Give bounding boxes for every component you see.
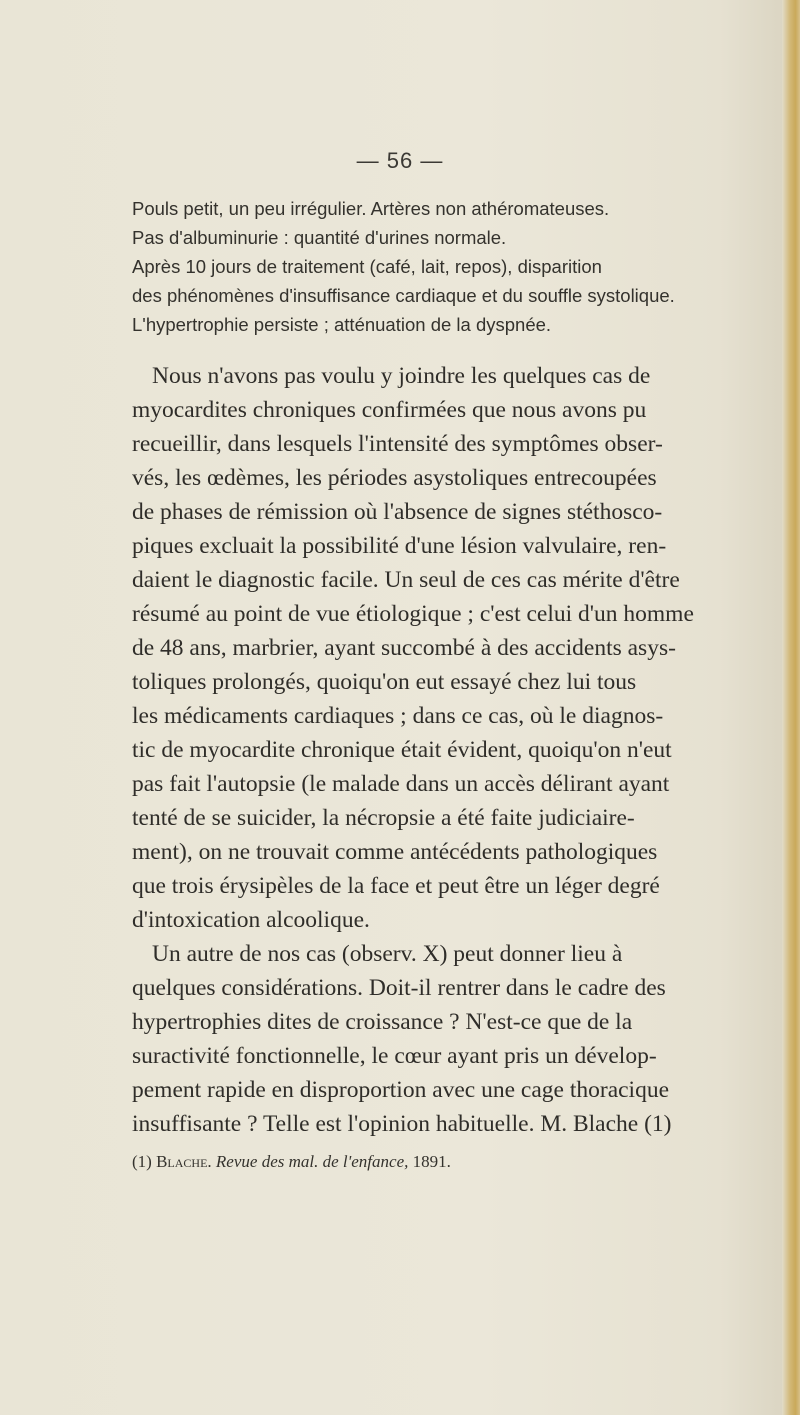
observation-line: Après 10 jours de traitement (café, lait, repos), disparition	[132, 256, 602, 277]
text-line: d'intoxication alcoolique.	[132, 907, 370, 933]
text-line: myocardites chroniques confirmées que nous avons pu	[132, 397, 647, 423]
page-edge	[782, 0, 800, 1415]
footnote-journal: Revue des mal. de l'enfance,	[215, 1152, 409, 1171]
page-number: — 56 —	[356, 148, 444, 173]
text-line: suractivité fonctionnelle, le cœur ayant pris un dévelop-	[132, 1043, 657, 1069]
text-line: les médicaments cardiaques ; dans ce cas, où le diagnos-	[132, 703, 664, 729]
text-line: quelques considérations. Doit-il rentrer dans le cadre des	[132, 975, 666, 1001]
text-line: tic de myocardite chronique était évident, quoiqu'on n'eut	[132, 737, 672, 763]
text-line: pas fait l'autopsie (le malade dans un accès délirant ayant	[132, 771, 670, 797]
text-line: daient le diagnostic facile. Un seul de ces cas mérite d'être	[132, 567, 680, 593]
text-line: hypertrophies dites de croissance ? N'est-ce que de la	[132, 1009, 633, 1035]
observation-line: des phénomènes d'insuffisance cardiaque et du souffle systolique.	[132, 285, 675, 306]
text-line: résumé au point de vue étiologique ; c'est celui d'un homme	[132, 601, 694, 627]
text-line: de 48 ans, marbrier, ayant succombé à des accidents asys-	[132, 635, 676, 661]
text-line: tenté de se suicider, la nécropsie a été faite judiciaire-	[132, 805, 635, 831]
observation-line: L'hypertrophie persiste ; atténuation de la dyspnée.	[132, 314, 552, 335]
text-line: toliques prolongés, quoiqu'on eut essayé chez lui tous	[132, 669, 637, 695]
text-line: insuffisante ? Telle est l'opinion habituelle. M. Blache (1)	[132, 1111, 672, 1137]
footnote-marker: (1)	[132, 1152, 152, 1171]
footnote	[132, 1152, 451, 1172]
observation-line: Pas d'albuminurie : quantité d'urines normale.	[132, 227, 507, 248]
text-line: ment), on ne trouvait comme antécédents pathologiques	[132, 839, 658, 865]
text-line: recueillir, dans lesquels l'intensité des symptômes obser-	[132, 431, 663, 457]
text-line: pement rapide en disproportion avec une cage thoracique	[132, 1077, 670, 1103]
text-line: vés, les œdèmes, les périodes asystoliques entrecoupées	[132, 465, 657, 491]
text-line: que trois érysipèles de la face et peut être un léger degré	[132, 873, 660, 899]
text-line: piques excluait la possibilité d'une lésion valvulaire, ren-	[132, 533, 667, 559]
text-line: de phases de rémission où l'absence de signes stéthosco-	[132, 499, 663, 525]
text-line: Nous n'avons pas voulu y joindre les quelques cas de	[152, 363, 651, 389]
footnote-author: Blache.	[156, 1152, 212, 1171]
footnote-year: 1891.	[412, 1152, 451, 1171]
observation-line: Pouls petit, un peu irrégulier. Artères non athéromateuses.	[132, 198, 610, 219]
text-line: Un autre de nos cas (observ. X) peut donner lieu à	[152, 941, 623, 967]
